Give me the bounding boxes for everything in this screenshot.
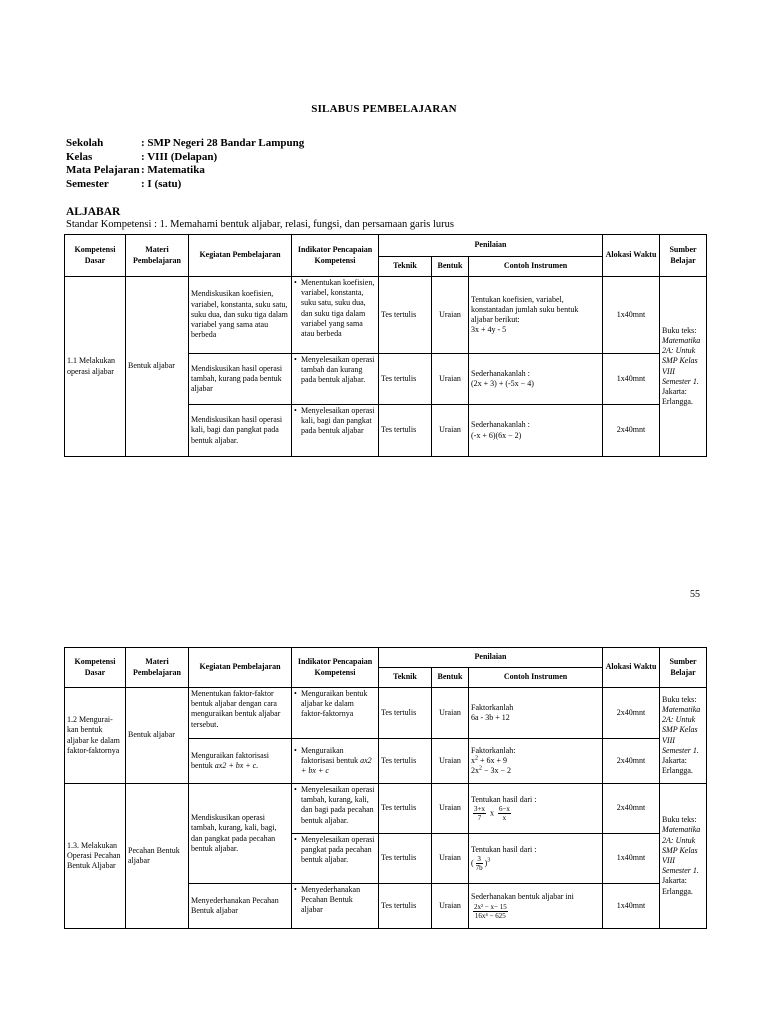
kegiatan-cell: Mendiskusikan operasi tambah, kurang, kali, bagi, dan pangkat pada pecahan bentuk aljabar. bbox=[189, 784, 292, 884]
bullet-icon: • bbox=[294, 406, 297, 415]
alokasi-cell: 2x40mnt bbox=[603, 405, 660, 457]
contoh-cell bbox=[469, 405, 603, 457]
sumber-book-title: Matematika 2A: Untuk SMP Kelas VIII Semester 1. bbox=[662, 335, 701, 386]
indikator-math: ax2 + bx + c bbox=[301, 755, 372, 776]
kegiatan-cell: Mendiskusikan koefisien, variabel, konstanta, suku satu, suku dua, dan suku tiga dalam variabel yang sama atau berbeda bbox=[189, 277, 292, 354]
kegiatan-cell: Menentukan faktor-faktor bentuk aljabar dengan cara menguraikan bentuk aljabar tersebut. bbox=[189, 688, 292, 739]
numerator: 3 bbox=[477, 855, 481, 864]
contoh-line: Tentukan koefisien, variabel, konstantadan jumlah suku bentuk aljabar berikut: bbox=[471, 294, 579, 324]
bentuk-cell: Uraian bbox=[432, 277, 469, 354]
contoh-line: (2x + 3) + (-5x − 4) bbox=[471, 379, 534, 388]
alokasi-cell: 2x40mnt bbox=[603, 784, 660, 834]
sumber-book-title: Matematika 2A: Untuk SMP Kelas VIII Semester 1. bbox=[662, 825, 701, 876]
kd-text: 1.1 Melakukan operasi aljabar bbox=[67, 356, 115, 376]
bentuk-cell: Uraian bbox=[432, 784, 469, 834]
math-term: x bbox=[471, 755, 475, 765]
alokasi-cell: 2x40mnt bbox=[603, 688, 660, 739]
fraction bbox=[498, 805, 511, 822]
header-contoh: Contoh Instrumen bbox=[469, 668, 603, 688]
info-value: : SMP Negeri 28 Bandar Lampung bbox=[141, 137, 305, 149]
info-value: : VIII (Delapan) bbox=[141, 150, 218, 163]
kegiatan-cell bbox=[189, 739, 292, 784]
contoh-line: 3x + 4y - 5 bbox=[471, 325, 507, 335]
numerator: 6−x bbox=[498, 805, 510, 814]
indikator-text: Menyelesaikan operasi tambah, kurang, kali, dan bagi pada pecahan bentuk aljabar. bbox=[301, 785, 375, 825]
header-kd: Kompetensi Dasar bbox=[65, 235, 126, 277]
fraction bbox=[473, 903, 508, 920]
kd-cell: 1.2 Mengurai-kan bentuk aljabar ke dalam faktor-faktornya bbox=[65, 688, 126, 784]
page-number: 55 bbox=[690, 589, 700, 600]
bullet-icon: • bbox=[294, 745, 297, 755]
materi-cell: Pecahan Bentuk aljabar bbox=[126, 784, 189, 929]
alokasi-cell: 1x40mnt bbox=[603, 834, 660, 884]
table-row bbox=[65, 688, 707, 739]
info-row-subject bbox=[66, 164, 304, 178]
info-row-semester bbox=[66, 178, 304, 192]
math-term: + 6x + 9 bbox=[478, 755, 508, 765]
section-heading: ALJABAR bbox=[66, 206, 121, 218]
header-teknik: Teknik bbox=[379, 257, 432, 277]
fraction bbox=[476, 855, 483, 872]
teknik-cell: Tes tertulis bbox=[379, 884, 432, 929]
sumber-publisher: Jakarta: Erlangga. bbox=[662, 755, 693, 776]
indikator-cell bbox=[292, 784, 379, 834]
contoh-line bbox=[471, 766, 600, 776]
header-contoh: Contoh Instrumen bbox=[469, 257, 603, 277]
exponent: 2 bbox=[475, 755, 478, 762]
info-row-class bbox=[66, 151, 304, 165]
syllabus-table-1 bbox=[64, 234, 707, 457]
sumber-text: Buku teks: bbox=[662, 694, 697, 704]
header-sumber: Sumber Belajar bbox=[660, 648, 707, 688]
sumber-cell bbox=[660, 784, 707, 929]
teknik-cell: Tes tertulis bbox=[379, 834, 432, 884]
alokasi-cell: 1x40mnt bbox=[603, 354, 660, 405]
header-kd: Kompetensi Dasar bbox=[65, 648, 126, 688]
materi-cell: Bentuk aljabar bbox=[126, 688, 189, 784]
bullet-icon: • bbox=[294, 785, 297, 794]
alokasi-cell: 2x40mnt bbox=[603, 739, 660, 784]
bentuk-cell: Uraian bbox=[432, 688, 469, 739]
contoh-line: Sederhanakanlah : bbox=[471, 420, 530, 430]
math-term: 2x bbox=[471, 766, 479, 776]
indikator-cell bbox=[292, 277, 379, 354]
teknik-cell: Tes tertulis bbox=[379, 784, 432, 834]
contoh-line: 6a - 3b + 12 bbox=[471, 713, 510, 722]
alokasi-cell: 1x40mnt bbox=[603, 884, 660, 929]
indikator-text: Menentukan koefisien, variabel, konstanta, suku satu, suku dua, dan suku tiga dalam variabel yang sama atau berbeda bbox=[301, 278, 375, 339]
contoh-expression bbox=[471, 903, 600, 920]
indikator-text: Menguraikan bentuk aljabar ke dalam faktor-faktornya bbox=[301, 689, 368, 719]
syllabus-table-2 bbox=[64, 647, 707, 929]
indikator-cell bbox=[292, 688, 379, 739]
contoh-line: (-x + 6)(6x − 2) bbox=[471, 430, 522, 440]
bullet-icon: • bbox=[294, 885, 297, 894]
kd-cell bbox=[65, 277, 126, 457]
bentuk-cell: Uraian bbox=[432, 405, 469, 457]
table-row bbox=[65, 277, 707, 354]
exponent: 2 bbox=[479, 765, 482, 772]
bentuk-cell: Uraian bbox=[432, 884, 469, 929]
indikator-text: Menyelesaikan operasi kali, bagi dan pangkat pada bentuk aljabar bbox=[301, 406, 375, 436]
contoh-cell bbox=[469, 688, 603, 739]
sumber-publisher: Jakarta: Erlangga. bbox=[662, 876, 693, 896]
header-alokasi: Alokasi Waktu bbox=[603, 648, 660, 688]
sumber-book-title: Matematika 2A: Untuk SMP Kelas VIII Semester 1. bbox=[662, 704, 701, 755]
indikator-cell bbox=[292, 405, 379, 457]
indikator-text: Menyederhanakan Pecahan Bentuk aljabar bbox=[301, 885, 361, 915]
contoh-expression bbox=[471, 805, 600, 822]
teknik-cell: Tes tertulis bbox=[379, 277, 432, 354]
bentuk-cell: Uraian bbox=[432, 739, 469, 784]
bullet-icon: • bbox=[294, 278, 297, 287]
indikator-text: Menyelesaikan operasi pangkat pada pecahan bentuk aljabar. bbox=[301, 835, 375, 865]
bentuk-cell: Uraian bbox=[432, 834, 469, 884]
header-materi: Materi Pembelajaran bbox=[126, 648, 189, 688]
table-row bbox=[65, 784, 707, 834]
numerator: 2x² − x− 15 bbox=[474, 902, 507, 911]
contoh-cell bbox=[469, 884, 603, 929]
header-penilaian: Penilaian bbox=[379, 235, 603, 257]
denominator: x bbox=[502, 814, 507, 823]
header-kegiatan: Kegiatan Pembelajaran bbox=[189, 235, 292, 277]
indikator-text: Menguraikan faktorisasi bentuk bbox=[301, 745, 359, 765]
sumber-text: Buku teks: bbox=[662, 815, 697, 825]
contoh-expression: ( $\frac{3}{7b}$ )$^3$ bbox=[471, 855, 491, 873]
indikator-text: Menyelesaikan operasi tambah dan kurang pada bentuk aljabar. bbox=[301, 355, 375, 385]
contoh-cell bbox=[469, 739, 603, 784]
sumber-publisher: Jakarta: Erlangga. bbox=[662, 386, 693, 407]
header-materi: Materi Pembelajaran bbox=[126, 235, 189, 277]
header-sumber: Sumber Belajar bbox=[660, 235, 707, 277]
info-key: Semester bbox=[66, 177, 109, 190]
sumber-cell bbox=[660, 688, 707, 784]
info-value: : Matematika bbox=[141, 164, 205, 176]
page-title: SILABUS PEMBELAJARAN bbox=[311, 103, 457, 115]
fraction bbox=[473, 805, 486, 822]
kegiatan-cell: Menyederhanakan Pecahan Bentuk aljabar bbox=[189, 884, 292, 929]
header-penilaian: Penilaian bbox=[379, 648, 603, 668]
sumber-text: Buku teks: bbox=[662, 325, 697, 335]
kegiatan-math: ax2 + bx + c. bbox=[214, 761, 259, 770]
teknik-cell: Tes tertulis bbox=[379, 688, 432, 739]
math-term: − 3x − 2 bbox=[482, 766, 512, 776]
teknik-cell: Tes tertulis bbox=[379, 354, 432, 405]
indikator-cell bbox=[292, 739, 379, 784]
info-key: Sekolah bbox=[66, 137, 104, 149]
kegiatan-cell: Mendiskusikan hasil operasi tambah, kurang pada bentuk aljabar bbox=[189, 354, 292, 405]
contoh-line: Sederhanakanlah : bbox=[471, 368, 530, 378]
header-bentuk: Bentuk bbox=[432, 668, 469, 688]
exponent: 3 bbox=[487, 857, 491, 864]
bullet-icon: • bbox=[294, 835, 297, 844]
denominator: 7 bbox=[477, 814, 482, 823]
header-bentuk: Bentuk bbox=[432, 257, 469, 277]
header-indikator: Indikator Pencapaian Kompetensi bbox=[292, 235, 379, 277]
sumber-cell bbox=[660, 277, 707, 457]
header-kegiatan: Kegiatan Pembelajaran bbox=[189, 648, 292, 688]
teknik-cell: Tes tertulis bbox=[379, 739, 432, 784]
competency-standard: Standar Kompetensi : 1. Memahami bentuk aljabar, relasi, fungsi, dan persamaan garis lurus bbox=[66, 219, 454, 230]
info-key: Kelas bbox=[66, 150, 93, 163]
bullet-icon: • bbox=[294, 689, 297, 698]
bentuk-cell: Uraian bbox=[432, 354, 469, 405]
denominator: 16x⁴ − 625 bbox=[474, 911, 506, 920]
contoh-line: Faktorkanlah: bbox=[471, 745, 516, 755]
info-key: Mata Pelajaran bbox=[66, 164, 140, 176]
numerator: 3+x bbox=[474, 805, 485, 814]
contoh-cell bbox=[469, 354, 603, 405]
header-teknik: Teknik bbox=[379, 668, 432, 688]
school-info bbox=[66, 137, 304, 191]
contoh-line: Tentukan hasil dari : bbox=[471, 844, 537, 854]
indikator-cell bbox=[292, 884, 379, 929]
info-row-school bbox=[66, 137, 304, 151]
indikator-cell bbox=[292, 354, 379, 405]
header-indikator: Indikator Pencapaian Kompetensi bbox=[292, 648, 379, 688]
indikator-cell bbox=[292, 834, 379, 884]
denominator: 7b bbox=[475, 864, 483, 873]
contoh-cell bbox=[469, 834, 603, 884]
contoh-cell bbox=[469, 784, 603, 834]
kd-cell: 1.3. Melakukan Operasi Pecahan Bentuk Aljabar bbox=[65, 784, 126, 929]
header-alokasi: Alokasi Waktu bbox=[603, 235, 660, 277]
times-sign: x bbox=[489, 808, 494, 818]
bullet-icon: • bbox=[294, 355, 297, 364]
kegiatan-cell: Mendiskusikan hasil operasi kali, bagi dan pangkat pada bentuk aljabar. bbox=[189, 405, 292, 457]
materi-cell: Bentuk aljabar bbox=[126, 277, 189, 457]
info-value: : I (satu) bbox=[141, 177, 182, 190]
contoh-line: Faktorkanlah bbox=[471, 702, 514, 712]
contoh-line: Sederhanakan bentuk aljabar ini bbox=[471, 892, 574, 902]
contoh-cell bbox=[469, 277, 603, 354]
teknik-cell: Tes tertulis bbox=[379, 405, 432, 457]
alokasi-cell: 1x40mnt bbox=[603, 277, 660, 354]
contoh-line: Tentukan hasil dari : bbox=[471, 794, 537, 804]
kegiatan-text: Menguraikan faktorisasi bentuk bbox=[191, 750, 269, 770]
contoh-line bbox=[471, 756, 600, 766]
